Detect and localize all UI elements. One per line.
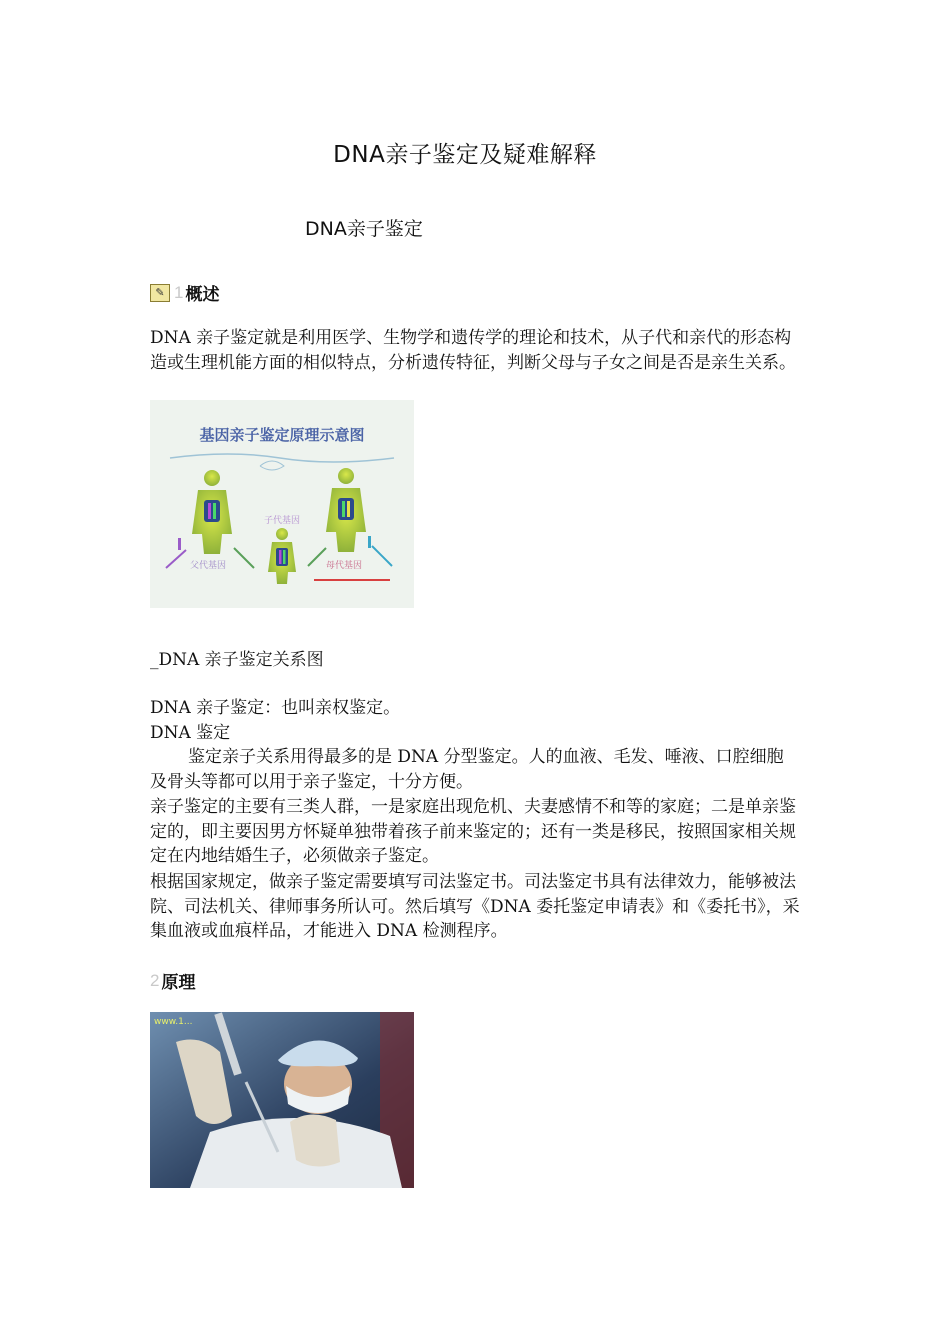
aka-line: DNA 亲子鉴定：也叫亲权鉴定。 — [150, 698, 401, 718]
section-number: 2 — [150, 970, 160, 990]
section-number: 1 — [174, 282, 184, 302]
child-gene-label: 子代基因 — [263, 516, 301, 526]
section-principle-heading — [150, 968, 195, 993]
groups-paragraph: 亲子鉴定的主要有三类人群，一是家庭出现危机、夫妻感情不和等的家庭；二是单亲鉴定的，即主要因男方怀疑单独带着孩子前来鉴定的；还有一类是移民，按照国家相关规定在内地结婚生子，必须做亲子鉴定。 — [150, 797, 796, 866]
document-title: DNA亲子鉴定及疑难解释 — [333, 142, 597, 168]
lab-photo-illustration — [150, 1012, 414, 1188]
mother-gene-label: 母代基因 — [326, 561, 363, 571]
dna-relationship-illustration — [150, 400, 414, 608]
figure-title: 基因亲子鉴定原理示意图 — [199, 426, 365, 444]
method-paragraph: 鉴定亲子关系用得最多的是 DNA 分型鉴定。人的血液、毛发、唾液、口腔细胞及骨头等都可以用于亲子鉴定，十分方便。 — [150, 747, 784, 792]
lab-technician-photo — [150, 1012, 414, 1188]
section-title: 原理 — [161, 973, 196, 993]
photo-watermark: www.1... — [154, 1017, 193, 1027]
edit-icon: ✎ — [150, 284, 170, 302]
figure-caption: _DNA 亲子鉴定关系图 — [150, 650, 324, 670]
section-title: 概述 — [185, 285, 220, 305]
law-paragraph: 根据国家规定，做亲子鉴定需要填写司法鉴定书。司法鉴定书具有法律效力，能够被法院、司法机关、律师事务所认可。然后填写《DNA 委托鉴定申请表》和《委托书》，采集血液或血痕样品，才能进入 DNA 检测程序。 — [150, 872, 800, 941]
document-subtitle: DNA亲子鉴定 — [305, 218, 423, 240]
overview-paragraph: DNA 亲子鉴定就是利用医学、生物学和遗传学的理论和技术，从子代和亲代的形态构造或生理机能方面的相似特点，分析遗传特征，判断父母与子女之间是否是亲生关系。 — [150, 328, 796, 373]
section-overview-heading — [150, 280, 219, 305]
dna-relationship-figure — [150, 400, 414, 608]
father-gene-label: 父代基因 — [190, 561, 227, 571]
dna-identification-line: DNA 鉴定 — [150, 723, 231, 743]
